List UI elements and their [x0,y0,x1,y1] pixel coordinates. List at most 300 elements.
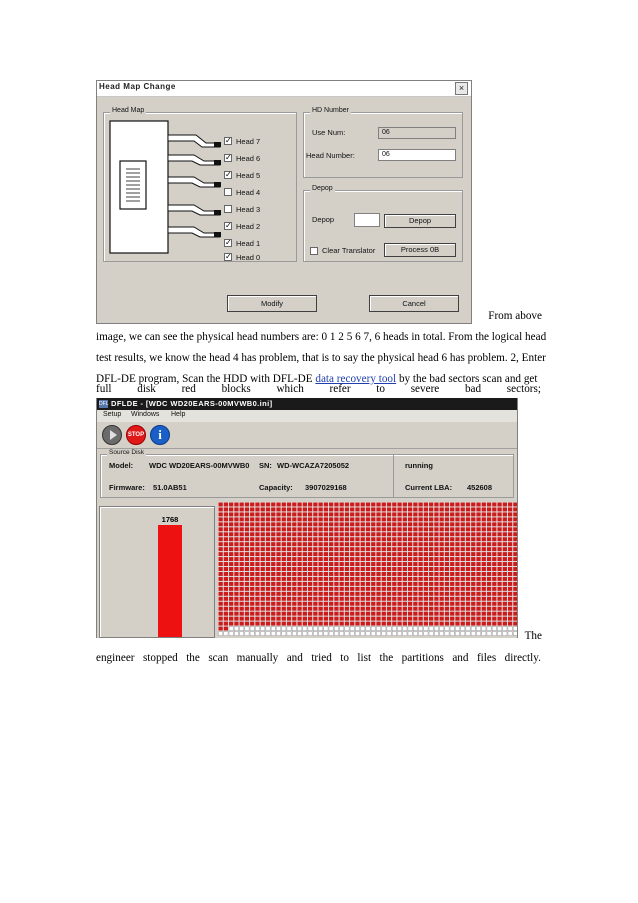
bad-block [340,532,344,536]
bad-block [492,547,496,551]
head-label: Head 4 [236,187,261,197]
unscanned-block [471,627,475,631]
bad-block [229,567,233,571]
bad-block [229,602,233,606]
bad-block [234,517,238,521]
bad-block [366,617,370,621]
bad-block [240,587,244,591]
depop-button[interactable]: Depop [384,214,456,228]
bad-block [324,612,328,616]
word: scan [208,652,229,664]
bad-block [487,597,491,601]
bad-block [429,512,433,516]
bad-block [371,567,375,571]
bad-block [355,537,359,541]
bad-block [497,587,501,591]
bad-block [319,572,323,576]
bad-block [503,587,507,591]
bad-block [361,547,365,551]
bad-block [450,587,454,591]
bad-block [371,532,375,536]
bad-block [308,527,312,531]
depop-input[interactable] [354,213,380,227]
bad-block [476,577,480,581]
bad-block [345,607,349,611]
bad-block [392,517,396,521]
bad-block [466,587,470,591]
bad-block [376,567,380,571]
bad-block [419,602,423,606]
bad-block [308,622,312,626]
bad-block [440,532,444,536]
bad-block [224,527,228,531]
word: to [340,652,349,664]
bad-block [371,597,375,601]
bad-block [361,522,365,526]
bad-block [382,507,386,511]
menu-windows[interactable]: Windows [131,411,160,418]
unscanned-block [492,627,496,631]
bad-block [350,517,354,521]
bad-block [350,597,354,601]
unscanned-block [403,627,407,631]
bad-block [429,517,433,521]
bad-block [261,547,265,551]
bad-block [487,592,491,596]
bad-block [240,503,244,507]
bad-block [419,557,423,561]
bad-block [229,512,233,516]
bad-block [297,552,301,556]
bad-block [345,547,349,551]
bad-block [434,582,438,586]
bad-block [492,612,496,616]
bad-block [229,582,233,586]
bad-block [455,602,459,606]
bad-block [497,592,501,596]
bad-block [324,537,328,541]
bad-block [476,537,480,541]
bad-block [329,527,333,531]
bad-block [466,617,470,621]
bad-block [376,562,380,566]
bad-block [429,607,433,611]
bad-block [508,602,512,606]
cancel-button[interactable]: Cancel [369,295,459,312]
bad-block [508,552,512,556]
unscanned-block [303,627,307,631]
bad-block [350,557,354,561]
bad-block [440,557,444,561]
bad-block [234,582,238,586]
bad-block [382,512,386,516]
bad-block [355,503,359,507]
bad-block [497,612,501,616]
bad-block [482,503,486,507]
bad-block [287,532,291,536]
bad-block [461,612,465,616]
bad-block [361,527,365,531]
bad-block [234,577,238,581]
bad-block [440,577,444,581]
bad-block [219,627,223,631]
bad-block [413,562,417,566]
bad-block [455,597,459,601]
bad-block [513,562,517,566]
bad-block [487,532,491,536]
bad-block [476,503,480,507]
bad-block [282,622,286,626]
bad-block [297,527,301,531]
bad-block [450,512,454,516]
panel-divider [393,455,394,497]
bad-block [334,552,338,556]
clear-translator-checkbox[interactable] [310,247,318,255]
head-checkbox[interactable]: ✓ [225,136,232,145]
bad-block [324,572,328,576]
play-button[interactable] [102,425,122,445]
bad-block [455,562,459,566]
bad-block [219,512,223,516]
bad-block [266,602,270,606]
head-checkbox[interactable]: ✓ [225,153,232,162]
bad-block [503,547,507,551]
unscanned-block [413,632,417,636]
bad-block [450,537,454,541]
bad-block [461,507,465,511]
bad-block [308,592,312,596]
bad-block [513,582,517,586]
bad-block [450,532,454,536]
bad-block [219,562,223,566]
text-the: The [524,630,542,642]
bad-block [403,527,407,531]
head-label: Head 0 [236,252,261,262]
bad-block [508,503,512,507]
bad-block [429,577,433,581]
bad-block [445,512,449,516]
bad-block [334,612,338,616]
bad-block [434,562,438,566]
use-num-field: 06 [378,127,456,139]
bad-block [434,517,438,521]
unscanned-block [324,632,328,636]
bad-block [492,567,496,571]
bad-block [466,592,470,596]
bad-block [508,517,512,521]
unscanned-block [287,627,291,631]
bad-block [250,503,254,507]
bad-block [224,587,228,591]
bad-block [434,617,438,621]
bad-block [319,537,323,541]
bad-block [240,617,244,621]
bar-mark [158,525,182,637]
bad-block [340,542,344,546]
word: blocks [221,383,251,395]
bad-block [408,562,412,566]
bad-block [266,612,270,616]
bad-block [461,532,465,536]
hd-number-group-label: HD Number [312,107,349,114]
bad-block [413,517,417,521]
bad-block [419,552,423,556]
bad-block [413,542,417,546]
bad-block [245,582,249,586]
bad-block [292,572,296,576]
bad-block [387,607,391,611]
bad-block [276,602,280,606]
bad-block [366,567,370,571]
bad-block [297,567,301,571]
bad-block [329,512,333,516]
unscanned-block [508,632,512,636]
bad-block [319,567,323,571]
bad-block [429,542,433,546]
unscanned-block [340,632,344,636]
head-checkbox[interactable]: ✓ [225,238,232,247]
bad-block [371,622,375,626]
bad-block [387,582,391,586]
bad-block [229,547,233,551]
bad-block [266,517,270,521]
bad-block [261,507,265,511]
bad-block [387,612,391,616]
bad-block [345,592,349,596]
bad-block [397,562,401,566]
bad-block [376,507,380,511]
bad-block [492,503,496,507]
unscanned-block [440,627,444,631]
bad-block [276,552,280,556]
bad-block [255,602,259,606]
bad-block [503,612,507,616]
bad-block [229,622,233,626]
bad-block [397,612,401,616]
unscanned-block [429,632,433,636]
bad-block [429,522,433,526]
process-0b-button[interactable]: Process 0B [384,243,456,257]
bad-block [350,607,354,611]
bad-block [361,562,365,566]
bad-block [345,602,349,606]
menu-setup[interactable]: Setup [103,411,122,418]
bad-block [434,527,438,531]
bad-block [303,622,307,626]
bad-block [419,572,423,576]
bad-block [392,522,396,526]
bad-block [397,517,401,521]
head-number-field[interactable]: 06 [378,149,456,161]
bad-block [282,602,286,606]
unscanned-block [271,627,275,631]
firmware-label: Firmware: [109,483,145,492]
bad-block [392,567,396,571]
bad-block [434,507,438,511]
bad-block [455,587,459,591]
bad-block [413,503,417,507]
bad-block [376,577,380,581]
bad-block [313,522,317,526]
bad-block [508,532,512,536]
bad-block [440,503,444,507]
bad-block [324,587,328,591]
bad-block [224,547,228,551]
bad-block [366,512,370,516]
bad-block [408,532,412,536]
bad-block [308,562,312,566]
bad-block [487,582,491,586]
bad-block [245,622,249,626]
bad-block [508,557,512,561]
head-checkbox[interactable] [224,205,232,213]
bad-block [324,527,328,531]
modify-button[interactable]: Modify [227,295,317,312]
bad-block [376,622,380,626]
bad-block [224,617,228,621]
bad-block [413,512,417,516]
word: the [379,652,394,664]
stop-button[interactable]: STOP [126,425,146,445]
bad-block [276,597,280,601]
bad-block [392,537,396,541]
unscanned-block [513,632,517,636]
bad-block [413,602,417,606]
bad-block [271,527,275,531]
bad-block [492,517,496,521]
bad-block [497,597,501,601]
bad-block [313,612,317,616]
bad-block [466,602,470,606]
bad-block [434,542,438,546]
bad-block [345,587,349,591]
bad-block [376,547,380,551]
bad-block [408,577,412,581]
bad-block [313,572,317,576]
bad-block [513,607,517,611]
head-map-group [103,107,297,262]
bad-block [329,547,333,551]
bad-block [350,512,354,516]
bad-block [450,582,454,586]
bad-block [492,597,496,601]
bad-block [224,557,228,561]
bad-block [482,567,486,571]
bad-block [350,507,354,511]
bad-block [234,622,238,626]
bad-block [255,542,259,546]
unscanned-block [450,627,454,631]
data-recovery-tool-link[interactable]: data recovery tool [315,373,397,385]
bad-block [276,562,280,566]
bad-block [276,582,280,586]
bad-block [387,557,391,561]
bad-block [450,612,454,616]
unscanned-block [392,632,396,636]
bad-block [329,567,333,571]
bad-block [355,592,359,596]
bad-block [487,547,491,551]
bad-block [455,577,459,581]
bad-block [324,517,328,521]
bad-block [445,503,449,507]
menu-help[interactable]: Help [171,411,186,418]
bad-block [245,592,249,596]
bad-block [355,602,359,606]
bad-block [397,607,401,611]
bad-block [319,587,323,591]
bad-block [361,552,365,556]
bad-block [508,592,512,596]
bad-block [271,567,275,571]
bad-block [261,612,265,616]
bad-block [219,527,223,531]
bad-block [387,532,391,536]
head-checkbox[interactable] [224,188,232,196]
bad-block [350,537,354,541]
bad-block [434,503,438,507]
bad-block [471,517,475,521]
bad-block [445,577,449,581]
bad-block [392,562,396,566]
close-button[interactable]: × [455,82,468,95]
bad-block [292,607,296,611]
unscanned-block [250,632,254,636]
play-icon [103,426,121,444]
bad-block [476,562,480,566]
bad-block [355,547,359,551]
bad-block [392,527,396,531]
bad-block [308,567,312,571]
bad-block [366,522,370,526]
head-checkbox[interactable]: ✓ [225,170,232,179]
head-checkbox[interactable]: ✓ [225,252,232,261]
bad-block [492,572,496,576]
bad-block [434,512,438,516]
bad-block [276,607,280,611]
bad-block [303,602,307,606]
bad-block [361,602,365,606]
menu-bar [97,410,517,422]
bad-block [513,612,517,616]
bad-block [219,587,223,591]
bad-block [413,622,417,626]
bad-block [229,542,233,546]
info-button[interactable]: i [150,425,170,445]
bad-block [292,547,296,551]
head-checkbox[interactable]: ✓ [225,221,232,230]
bad-block [455,542,459,546]
bad-block [497,537,501,541]
bad-block [413,537,417,541]
bad-block [334,507,338,511]
bad-block [455,592,459,596]
bad-block [308,607,312,611]
unscanned-block [276,627,280,631]
unscanned-block [387,632,391,636]
bad-block [503,552,507,556]
bad-block [240,542,244,546]
bad-block [466,522,470,526]
word: and [452,652,469,664]
bad-block [376,617,380,621]
bad-block [313,557,317,561]
word: bad [464,383,482,395]
bad-block [313,517,317,521]
bad-block [434,557,438,561]
bad-block [513,592,517,596]
bad-block [408,503,412,507]
